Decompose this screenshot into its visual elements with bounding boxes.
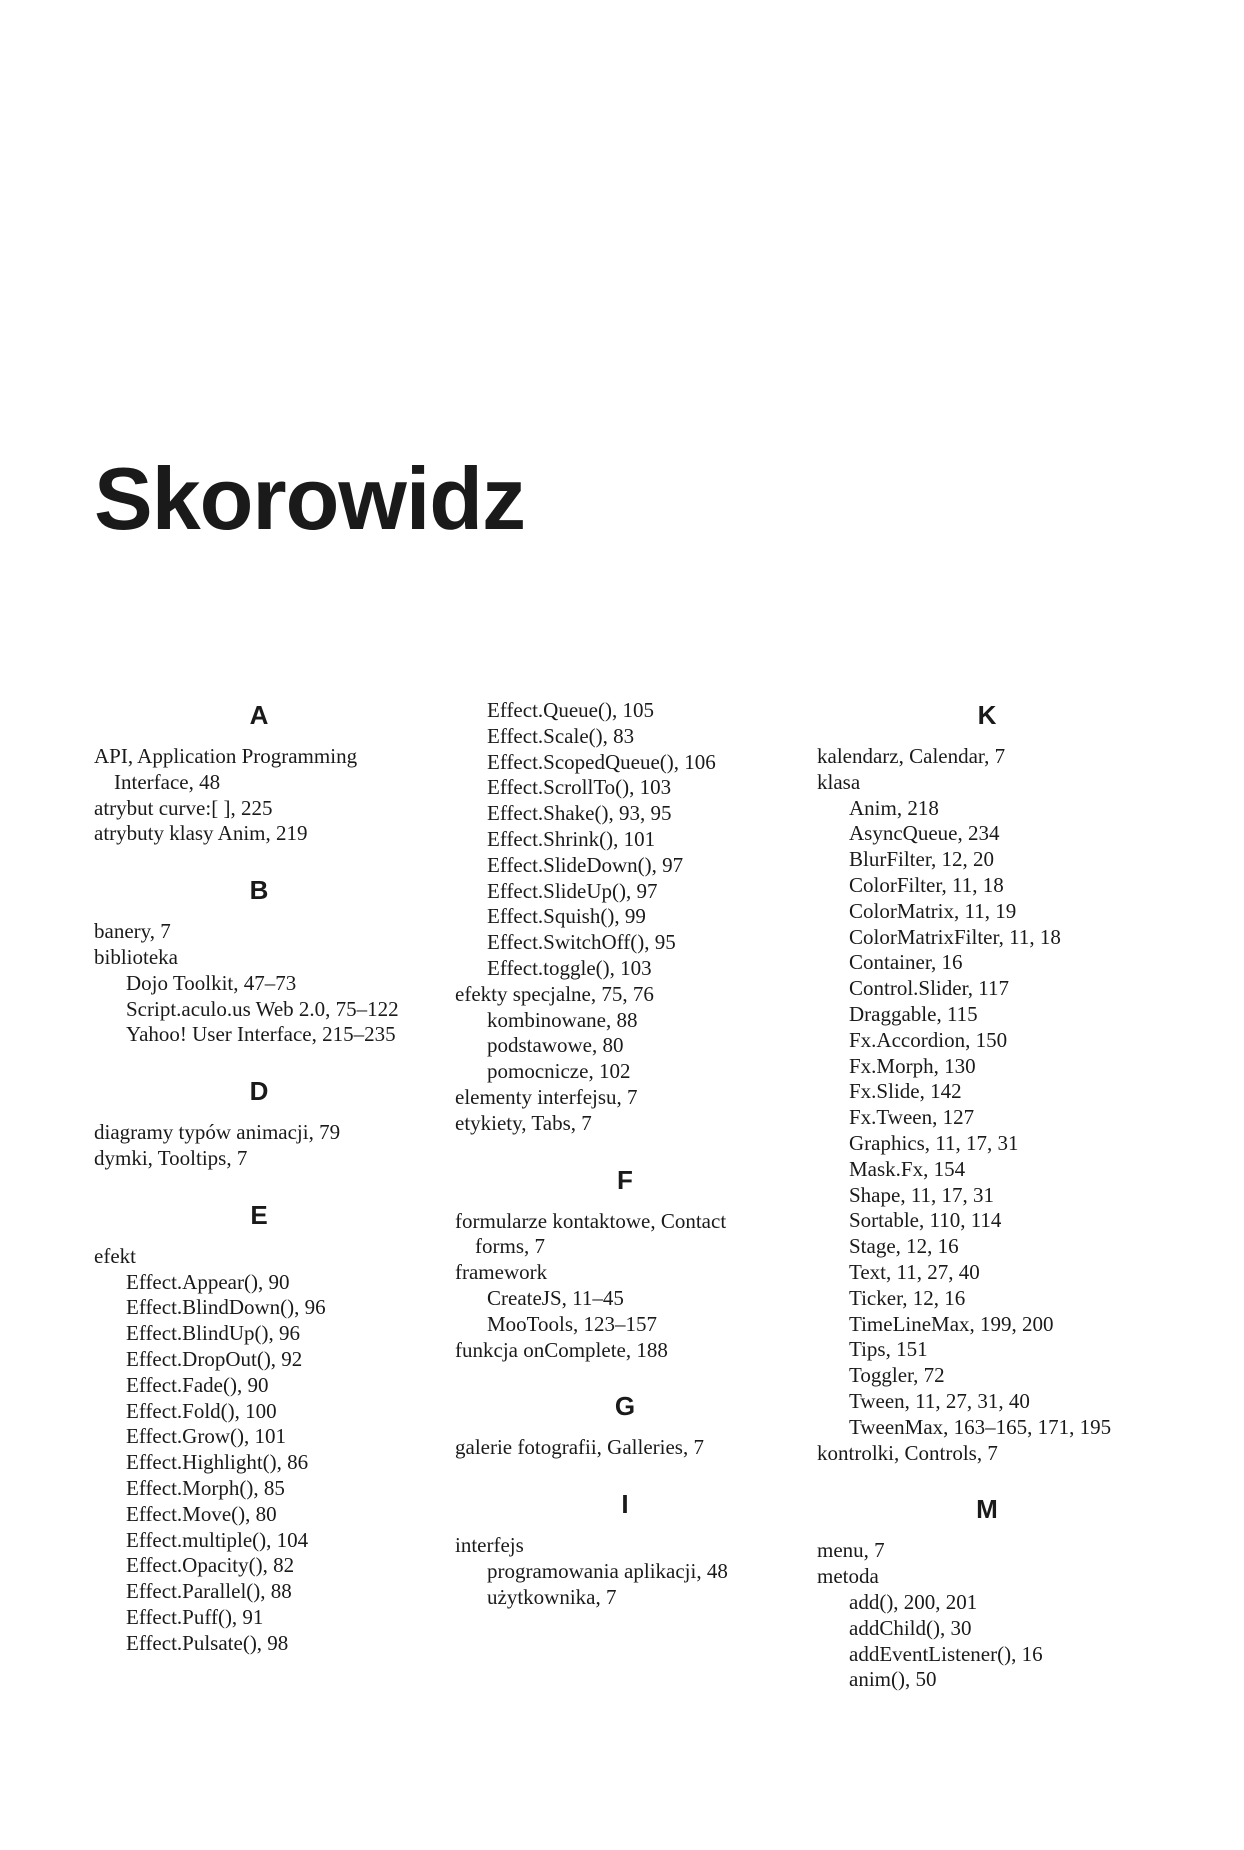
index-subentry: Effect.Scale(), 83 [487,723,635,748]
index-column-1 [94,698,424,1657]
index-entry: galerie fotografii, Galleries, 7 [455,1435,704,1460]
index-subentry: programowania aplikacji, 48 [487,1558,728,1583]
index-entry: efekt [94,1243,136,1268]
section-letter-heading: F [617,1164,633,1195]
index-subentry: Shape, 11, 17, 31 [849,1182,995,1207]
index-subentry: Ticker, 12, 16 [849,1285,966,1310]
index-subentry: Effect.Highlight(), 86 [126,1450,309,1475]
index-subentry: Effect.Squish(), 99 [487,904,646,929]
index-subentry: ColorFilter, 11, 18 [849,872,1004,897]
index-subentry: CreateJS, 11–45 [487,1285,624,1310]
page-title: Skorowidz [94,449,526,548]
index-section [455,1389,795,1461]
index-subentry: Effect.Queue(), 105 [487,698,654,722]
index-subentry: Graphics, 11, 17, 31 [849,1130,1019,1155]
index-entry: kontrolki, Controls, 7 [817,1440,998,1465]
index-entry: metoda [817,1564,879,1589]
index-subentry: pomocnicze, 102 [487,1059,631,1084]
index-section [94,1198,424,1657]
index-subentry: Fx.Tween, 127 [849,1105,975,1130]
index-subentry: użytkownika, 7 [487,1584,617,1609]
index-subentry: Effect.ScopedQueue(), 106 [487,749,716,774]
index-subentry: Effect.BlindDown(), 96 [126,1295,326,1320]
index-entry-continuation: Interface, 48 [114,769,221,794]
index-entry: menu, 7 [817,1538,885,1563]
index-subentry: Effect.multiple(), 104 [126,1527,309,1552]
index-subentry: Effect.Shake(), 93, 95 [487,801,672,826]
index-subentry: addEventListener(), 16 [849,1641,1043,1666]
index-section [455,1163,795,1364]
index-section [455,698,795,1137]
index-subentry: MooTools, 123–157 [487,1311,658,1336]
index-subentry: podstawowe, 80 [487,1033,624,1058]
index-subentry: AsyncQueue, 234 [849,821,1000,846]
index-subentry: Tween, 11, 27, 31, 40 [849,1388,1030,1413]
index-entry: banery, 7 [94,919,171,944]
index-subentry: Text, 11, 27, 40 [849,1259,980,1284]
section-letter-heading: D [249,1076,269,1107]
index-entry: atrybuty klasy Anim, 219 [94,821,308,846]
index-subentry: Effect.Grow(), 101 [126,1424,286,1449]
index-entry: etykiety, Tabs, 7 [455,1110,592,1135]
index-section [94,873,424,1048]
index-entry: framework [455,1260,548,1285]
index-entry: interfejs [455,1533,524,1558]
section-letter-heading: I [621,1489,629,1520]
index-subentry: addChild(), 30 [849,1615,972,1640]
index-subentry: anim(), 50 [849,1667,937,1692]
index-subentry: ColorMatrix, 11, 19 [849,898,1017,923]
index-section [455,1487,795,1610]
index-section [94,1074,424,1172]
index-entry: dymki, Tooltips, 7 [94,1145,248,1170]
index-subentry: Mask.Fx, 154 [849,1156,966,1181]
index-entry: diagramy typów animacji, 79 [94,1120,341,1145]
section-letter-heading: M [976,1494,998,1525]
index-subentry: Effect.Morph(), 85 [126,1475,285,1500]
index-subentry: Effect.DropOut(), 92 [126,1346,303,1371]
index-subentry: Effect.Shrink(), 101 [487,826,656,851]
index-subentry: Fx.Accordion, 150 [849,1027,1008,1052]
index-subentry: Effect.Appear(), 90 [126,1269,290,1294]
index-subentry: Yahoo! User Interface, 215–235 [126,1022,396,1047]
index-subentry: Sortable, 110, 114 [849,1208,1002,1233]
index-subentry: Effect.toggle(), 103 [487,955,652,980]
index-subentry: Effect.Fade(), 90 [126,1372,269,1397]
index-subentry: Stage, 12, 16 [849,1234,959,1259]
index-subentry: Effect.SwitchOff(), 95 [487,930,676,955]
index-subentry: BlurFilter, 12, 20 [849,847,994,872]
index-subentry: Effect.SlideDown(), 97 [487,852,684,877]
index-subentry: Effect.Parallel(), 88 [126,1579,292,1604]
index-entry: atrybut curve:[ ], 225 [94,795,273,820]
index-section [817,1492,1157,1693]
index-subentry: Effect.Puff(), 91 [126,1604,264,1629]
section-letter-heading: K [977,700,997,730]
index-subentry: Container, 16 [849,950,963,975]
index-subentry: Draggable, 115 [849,1001,978,1026]
index-subentry: Tips, 151 [849,1337,928,1362]
index-entry: kalendarz, Calendar, 7 [817,744,1006,768]
index-subentry: Effect.Pulsate(), 98 [126,1630,289,1655]
index-entry: formularze kontaktowe, Contact [455,1208,727,1233]
index-entry: elementy interfejsu, 7 [455,1084,638,1109]
index-entry-continuation: forms, 7 [475,1234,545,1259]
index-subentry: TimeLineMax, 199, 200 [849,1311,1054,1336]
index-subentry: Fx.Morph, 130 [849,1053,976,1078]
index-subentry: Effect.Fold(), 100 [126,1398,277,1423]
section-letter-heading: E [250,1199,268,1230]
index-entry: efekty specjalne, 75, 76 [455,981,654,1006]
index-subentry: Control.Slider, 117 [849,976,1009,1001]
section-letter-heading: A [249,700,269,730]
index-subentry: Effect.ScrollTo(), 103 [487,775,672,800]
index-subentry: Script.aculo.us Web 2.0, 75–122 [126,996,399,1021]
index-section [94,698,424,847]
index-column-3 [817,698,1157,1693]
index-entry: API, Application Programming [94,744,358,768]
index-subentry: TweenMax, 163–165, 171, 195 [849,1414,1112,1439]
section-letter-heading: B [249,875,269,906]
index-subentry: Effect.BlindUp(), 96 [126,1321,300,1346]
section-letter-heading: G [614,1391,636,1422]
index-subentry: Dojo Toolkit, 47–73 [126,970,297,995]
index-entry: klasa [817,769,861,794]
index-entry: funkcja onComplete, 188 [455,1337,668,1362]
index-subentry: Toggler, 72 [849,1363,945,1388]
index-entry: biblioteka [94,944,178,969]
index-subentry: Effect.SlideUp(), 97 [487,878,658,903]
index-subentry: add(), 200, 201 [849,1589,978,1614]
index-section [817,698,1157,1466]
index-subentry: kombinowane, 88 [487,1007,638,1032]
index-subentry: Effect.Opacity(), 82 [126,1553,295,1578]
index-subentry: Effect.Move(), 80 [126,1501,277,1526]
index-subentry: Anim, 218 [849,795,939,820]
index-subentry: Fx.Slide, 142 [849,1079,962,1104]
index-subentry: ColorMatrixFilter, 11, 18 [849,924,1061,949]
index-column-2 [455,698,795,1611]
